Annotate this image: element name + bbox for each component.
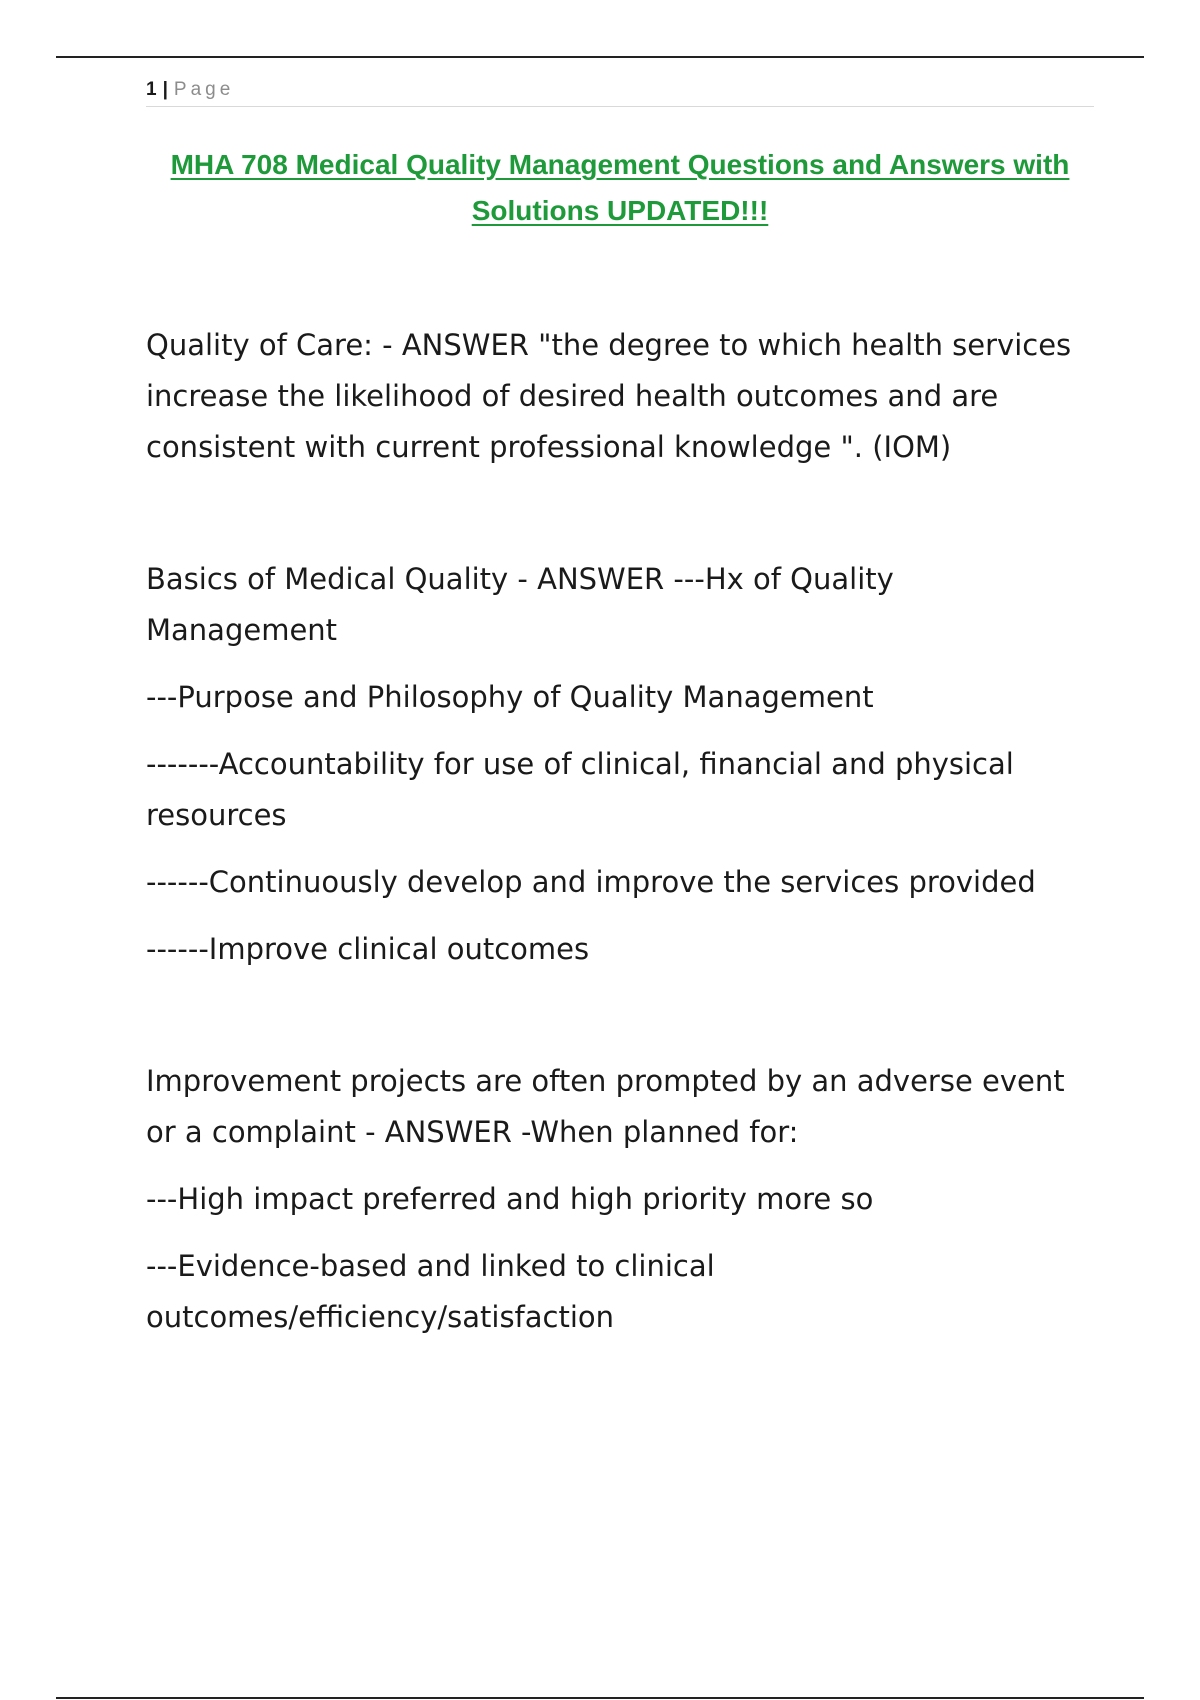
paragraph: ------Continuously develop and improve the services provided [146, 865, 1036, 899]
qa-item [146, 320, 1094, 473]
paragraph: Improvement projects are often prompted by an adverse event or a complaint - ANSWER -When planned for: [146, 1064, 1065, 1149]
paragraph: ---Evidence-based and linked to clinical outcomes/efficiency/satisfaction [146, 1249, 715, 1334]
page-number: 1 [146, 79, 157, 100]
bottom-rule [56, 1697, 1144, 1699]
qa-item [146, 554, 1094, 975]
qa-item [146, 1056, 1094, 1343]
top-rule [56, 56, 1144, 58]
paragraph: Basics of Medical Quality - ANSWER ---Hx of Quality Management [146, 562, 894, 647]
document-title: MHA 708 Medical Quality Management Questions and Answers with Solutions UPDATED!!! [170, 149, 1070, 226]
paragraph: Quality of Care: - ANSWER "the degree to which health services increase the likelihood of desired health outcomes and are consistent with current professional knowledge ". (IOM) [146, 328, 1072, 464]
page-label: Page [173, 79, 235, 100]
document-body [146, 320, 1094, 1343]
paragraph: -------Accountability for use of clinical, financial and physical resources [146, 747, 1014, 832]
page-header [146, 74, 1094, 107]
paragraph: ---Purpose and Philosophy of Quality Management [146, 680, 874, 714]
page-separator: | [162, 79, 168, 100]
paragraph: ---High impact preferred and high priority more so [146, 1182, 874, 1216]
paragraph: ------Improve clinical outcomes [146, 932, 590, 966]
